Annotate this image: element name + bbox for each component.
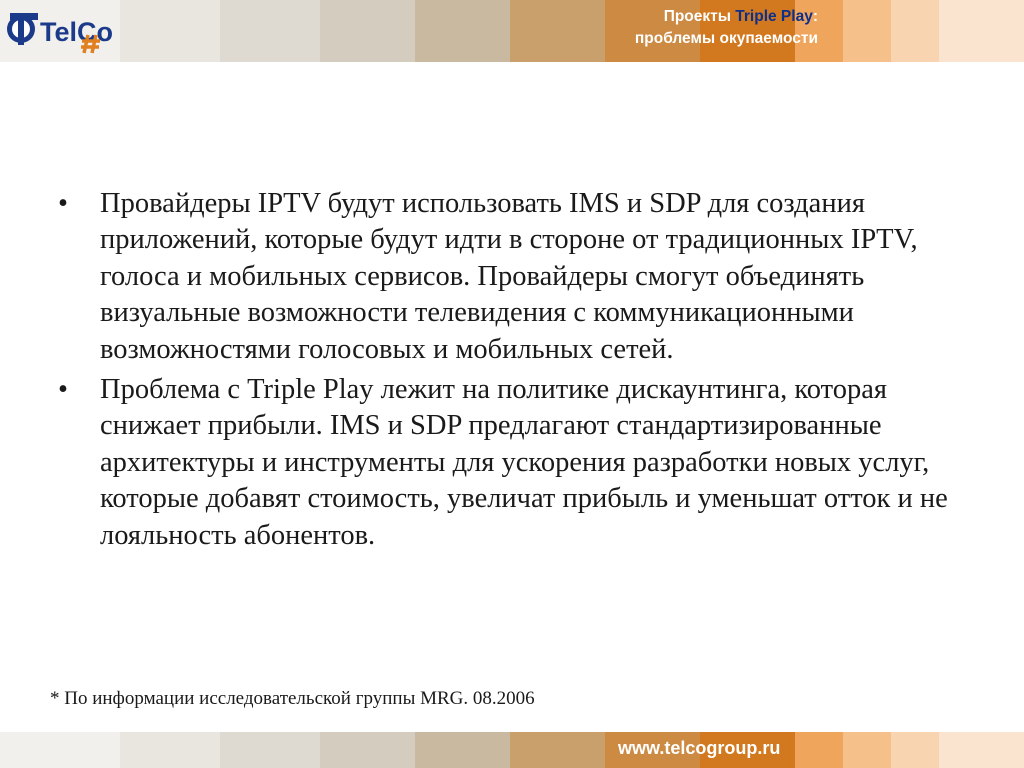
title-prefix: Проекты (663, 8, 736, 25)
bullet-mark: • (58, 188, 68, 219)
header-band (0, 0, 1024, 62)
footer-band (0, 732, 1024, 768)
bullet-item (52, 186, 952, 368)
logo-text: TelCo (40, 17, 113, 47)
website-link[interactable]: www.telcogroup.ru (618, 738, 781, 758)
bullet-text: Провайдеры IPTV будут использовать IMS и SDP для создания приложений, которые будут идти в стороне от традиционных IPTV, голоса и мобильных сервисов. Провайдеры смогут объединять визуальные возможности телевидения с коммуникационными возможностями голосовых и мобильных сетей. (100, 188, 918, 365)
bullet-list (52, 186, 952, 558)
bullet-item (52, 372, 952, 554)
title-colon: : (812, 8, 818, 25)
title-line2: проблемы окупаемости (634, 30, 818, 47)
bullet-mark: • (58, 374, 68, 406)
slide-title (635, 6, 818, 50)
bullet-text: Проблема с Triple Play лежит на политике дискаунтинга, которая снижает прибыли. IMS и SDP предлагают стандартизированные архитектуры и инструменты для ускорения разработки новых услуг, которые добавят стоимость, увеличат прибыль и уменьшат отток и не лояльность абонентов. (100, 374, 948, 551)
telco-logo (4, 5, 114, 55)
title-accent: Triple Play (735, 8, 813, 25)
footnote: * По информации исследовательской группы MRG. 08.2006 (50, 688, 535, 709)
